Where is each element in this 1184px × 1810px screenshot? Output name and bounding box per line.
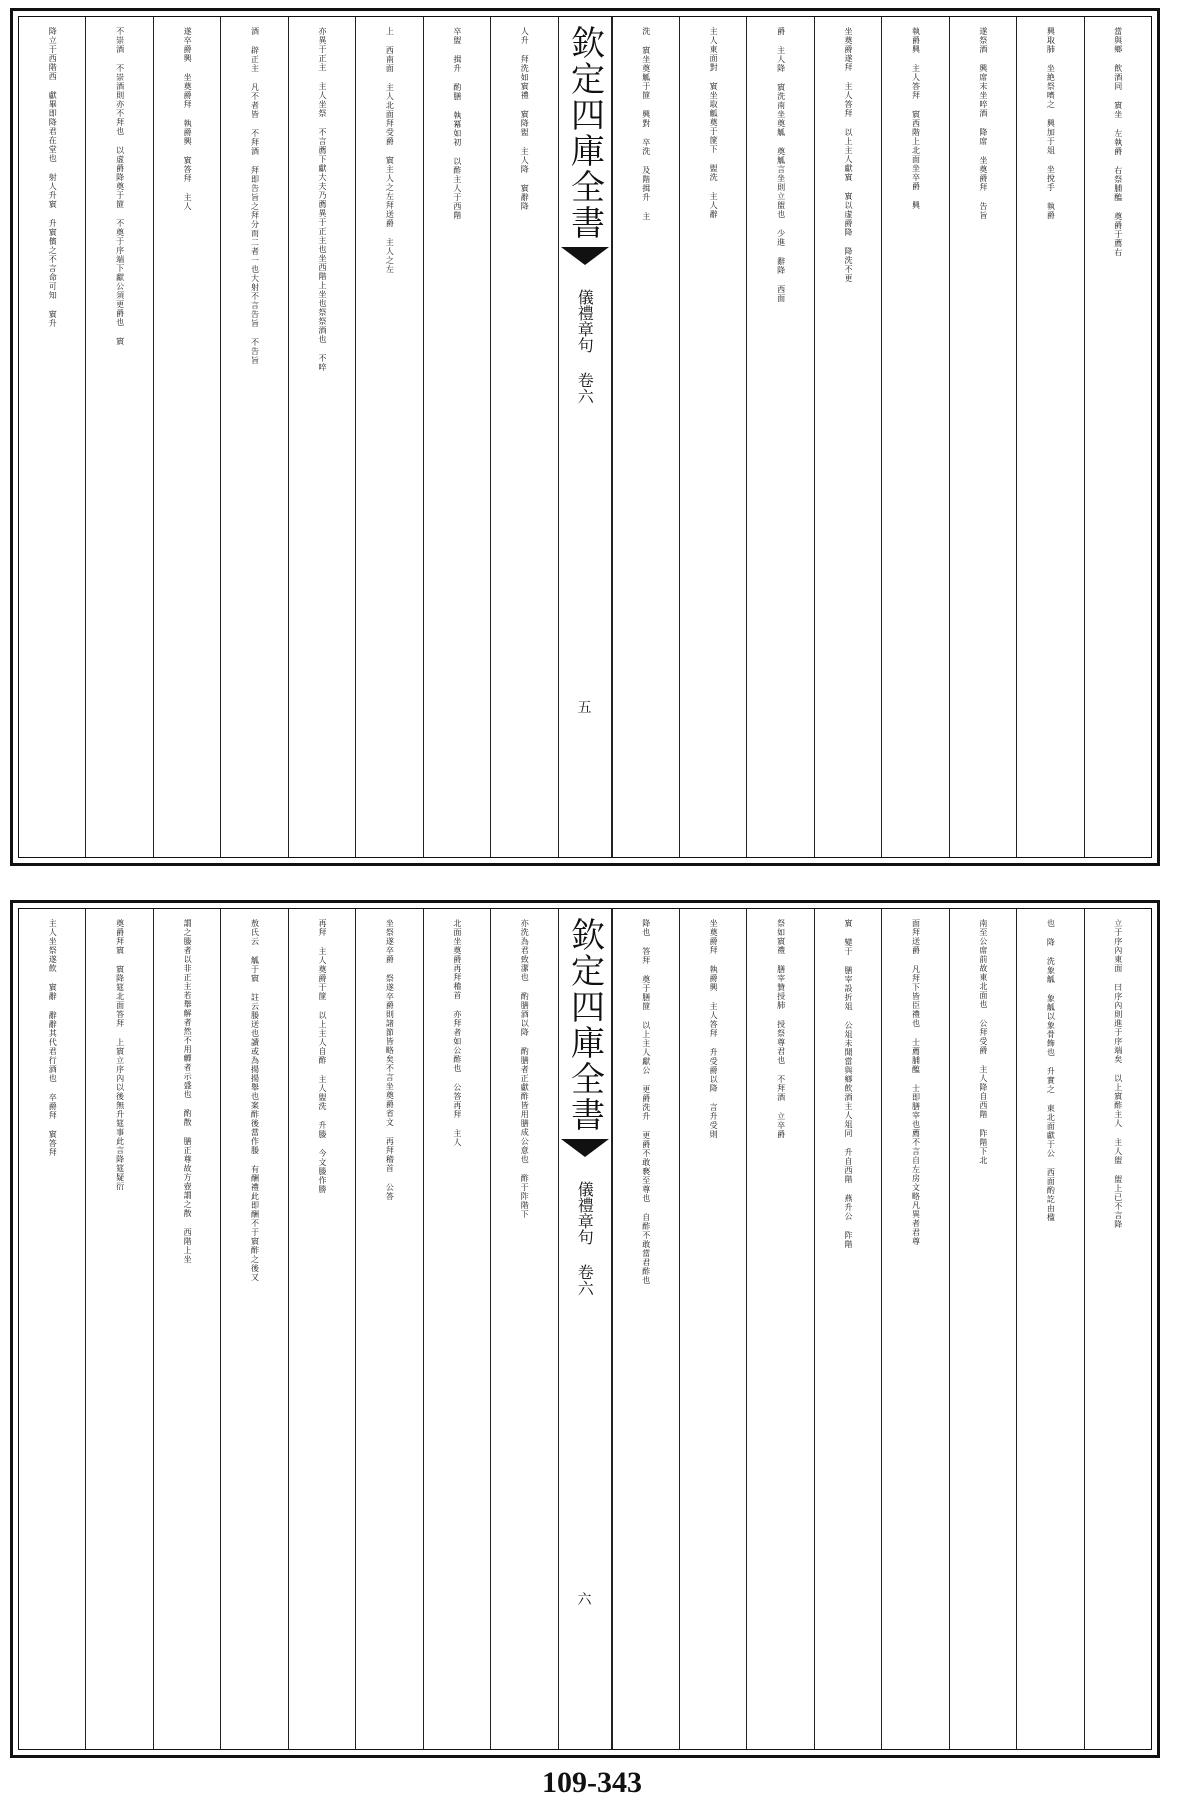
text-column: 上 西南面 主人北面拜受爵 賔主人之左拜送爵 主人之左 [355,17,422,857]
text-column: 亦異于正主 主人坐祭 不言薦下獻大夫乃薦異于正主也坐西階上坐也祭祭酒也 不啐 [288,17,355,857]
text-column: 再拜 主人奠爵于篚 以上主人自酢 主人盥洗 升媵 今文媵作勝 [288,909,355,1749]
text-column: 不崇酒 不崇酒則亦不拜也 以虚爵降奠于篚 不奠于序端下獻公須更爵也 賔 [85,17,152,857]
book-title: 欽定四庫全書 [564,25,605,241]
text-column: 執爵興 主人答拜 賔西階上北面坐卒爵 興 [881,17,948,857]
text-column: 立于序內東面 曰序內則進于序端矣 以上賔酢主人 主人盥 盥上已不言降 [1084,909,1151,1749]
text-column: 敖氏云 觚于賔 註云媵送也讀或為揚揚舉也案酢後當作媵 有酬禮此即酬不于賔酢之後又 [220,909,287,1749]
text-column: 南至公席前故東北面也 公拜受爵 主人降自西階 阼階下北 [949,909,1016,1749]
text-column: 遂祭酒 興席末坐啐酒 降席 坐奠爵拜 告旨 [949,17,1016,857]
book-title: 欽定四庫全書 [564,917,605,1133]
text-column: 主人坐祭遂飲 賔辭 辭辭其代君行酒也 卒爵拜 賔答拜 [48,919,58,1157]
chapter-title: 儀禮章句 卷六 [575,1181,595,1296]
text-column: 也 降 洗象觚 象觚以象骨飾也 升實之 東北面獻于公 西面酌訖由楹 [1016,909,1083,1749]
text-column: 主人東面對 賔坐取觚奠于篚下 盥洗 主人辭 [679,17,746,857]
text-column: 遂卒爵興 坐奠爵拜 執爵興 賔答拜 主人 [153,17,220,857]
upper-page [10,8,1160,866]
chapter-title: 儀禮章句 卷六 [575,289,595,404]
text-column: 降立于西階西 獻畢即降君在堂也 射人升賔 升賔儐之不言命可知 賔升 [48,27,58,328]
text-column: 坐奠爵遂拜 主人答拜 以上主人獻賔 賔以虚爵降 降洗不更 [814,17,881,857]
lower-page [10,900,1160,1758]
text-column: 降也 答拜 奠于膳篚 以上主人獻公 更爵洗升 更爵不敢褻至尊也 自酢不敢當君酢也 [612,909,679,1749]
leaf-number: 五 [577,700,592,716]
text-column: 謂之媵者以非正主若舉解者然不用觶者示盛也 酌散 膳正尊故方壺謂之散 西階上坐 [153,909,220,1749]
center-fold-column [558,17,612,857]
text-column: 洗 賔坐奠觚于篚 興對 卒洗 及階揖升 主 [612,17,679,857]
text-column: 面拜送爵 凡拜下皆臣禮也 士薦脯醢 士即膳宰也薦不言自左房文略凡異者君尊 [881,909,948,1749]
text-column: 亦洗為君致潔也 酌膳酒以降 酌膳者正獻酢皆用膳成公意也 酢于阼階下 [490,909,557,1749]
text-column: 當與鄉 飲酒同 賔坐 左執爵 右祭脯醢 奠爵于薦右 [1084,17,1151,857]
text-column: 坐奠爵拜 執爵興 主人答拜 升受爵以降 言升受則 [679,909,746,1749]
text-column: 興取肺 坐絶祭嚌之 興加于俎 坐挩手 執爵 [1016,17,1083,857]
leaf-number: 六 [577,1592,592,1608]
text-column: 賔 變于 膳宰設折俎 公俎未聞當與鄉飲酒主人俎同 升自西階 燕升公 阼階 [814,909,881,1749]
text-column: 北面坐奠爵再拜稽首 亦拜者如公酢也 公答再拜 主人 [423,909,490,1749]
text-column: 卒盥 揖升 酌膳 執冪如初 以酢主人于西階 [423,17,490,857]
fishtail-mark-icon [561,1139,609,1157]
text-column: 奠爵拜賔 賔降筵北面答拜 上賔立序內以後無升筵事此言降筵疑衍 [85,909,152,1749]
fishtail-mark-icon [561,247,609,265]
text-column: 坐祭遂卒爵 祭遂卒爵則諸節皆略矣不言坐奠爵省文 再拜稽首 公答 [355,909,422,1749]
text-column: 祭如賔禮 膳宰贊授肺 授祭尊君也 不拜酒 立卒爵 [746,909,813,1749]
text-column: 人升 拜洗如賔禮 賔降盥 主人降 賔辭降 [490,17,557,857]
center-fold-column [558,909,612,1749]
upper-columns [19,17,1151,857]
text-column: 爵 主人降 賔洗南坐奠觚 奠觚言坐則立盥也 少進 辭降 西面 [746,17,813,857]
text-column: 酒 辟正主 凡不者皆 不拜酒 拜即告旨之拜分而二者一也大射不言告旨 不告旨 [220,17,287,857]
lower-columns [19,909,1151,1749]
page-reference: 109-343 [542,1766,642,1799]
